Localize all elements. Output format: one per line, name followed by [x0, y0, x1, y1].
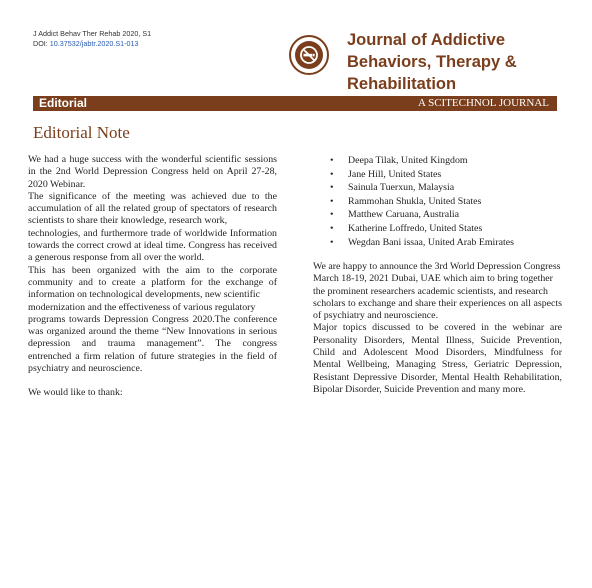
- paragraph: We had a huge success with the wonderful scientific sessions in the 2nd World Depression Congress held on April 27-28, 2020 Webinar.: [28, 154, 277, 190]
- doi-link[interactable]: 10.37532/jabtr.2020.S1-013: [49, 39, 139, 48]
- citation-block: [33, 29, 151, 49]
- list-item: • Matthew Caruana, Australia: [330, 208, 514, 222]
- paragraph: The significance of the meeting was achieved due to the accumulation of all the related group of spectators of research scientists to share their knowledge, research work,: [28, 190, 277, 227]
- paragraph: scholars to exchange and share their experiences on all aspects of psychiatry and neuroscience.: [313, 297, 562, 322]
- paragraph: March 18-19, 2021 Dubai, UAE which aim to bring together: [313, 273, 553, 285]
- paragraph: This has been organized with the aim to the corporate community and to create a platform for the exchange of information on technological developments, new scientific: [28, 264, 277, 301]
- list-item: • Katherine Loffredo, United States: [330, 222, 514, 236]
- doi-label: DOI:: [33, 39, 48, 48]
- publisher-label: A SCITECHNOL JOURNAL: [418, 97, 549, 109]
- list-item: • Deepa Tilak, United Kingdom: [330, 154, 514, 168]
- right-column: [313, 261, 562, 396]
- list-item: • Jane Hill, United States: [330, 168, 514, 182]
- thanks-intro: We would like to thank:: [28, 387, 123, 399]
- list-item: • Sainula Tuerxun, Malaysia: [330, 181, 514, 195]
- paragraph: We are happy to announce the 3rd World Depression Congress: [313, 261, 561, 272]
- no-smoking-icon: [295, 41, 323, 69]
- paragraph: technologies, and furthermore trade of worldwide Information towards the correct crowd at ideal time. Congress has received a generous response from all over the world.: [28, 227, 277, 264]
- journal-title: Journal of Addictive Behaviors, Therapy & Rehabilitation: [347, 31, 517, 93]
- paragraph: programs towards Depression Congress 2020.The conference was organized around the theme “New Innovations in serious depression and trauma management”. The congress entrenched a firm relation of future strategies in the field of psychiatry and neuroscience.: [28, 313, 277, 375]
- left-column: [28, 154, 277, 400]
- citation: J Addict Behav Ther Rehab 2020, S1: [33, 29, 152, 38]
- list-item: • Wegdan Bani issaa, United Arab Emirates: [330, 236, 514, 250]
- paragraph: Major topics discussed to be covered in the webinar are Personality Disorders, Mental Illness, Suicide Prevention, Child and Adolescent Mood Disorders, Mindfulness for Mental Wellbeing, Managing Stress, Geriatric Depression, Resistant Depressive Disorder, Mental Health Rehabilitation, Bipolar Disorder, Suicide Prevention and many more.: [313, 322, 562, 395]
- section-label: Editorial: [39, 96, 88, 110]
- doi-line: [33, 39, 151, 49]
- page-title: Editorial Note: [33, 123, 130, 142]
- list-item: • Rammohan Shukla, United States: [330, 195, 514, 209]
- paragraph: modernization and the effectiveness of various regulatory: [28, 301, 256, 313]
- paragraph: the prominent researchers academic scientists, and research: [313, 285, 548, 297]
- thanks-list: [330, 154, 514, 249]
- section-banner: [33, 96, 557, 111]
- journal-logo: [289, 35, 329, 75]
